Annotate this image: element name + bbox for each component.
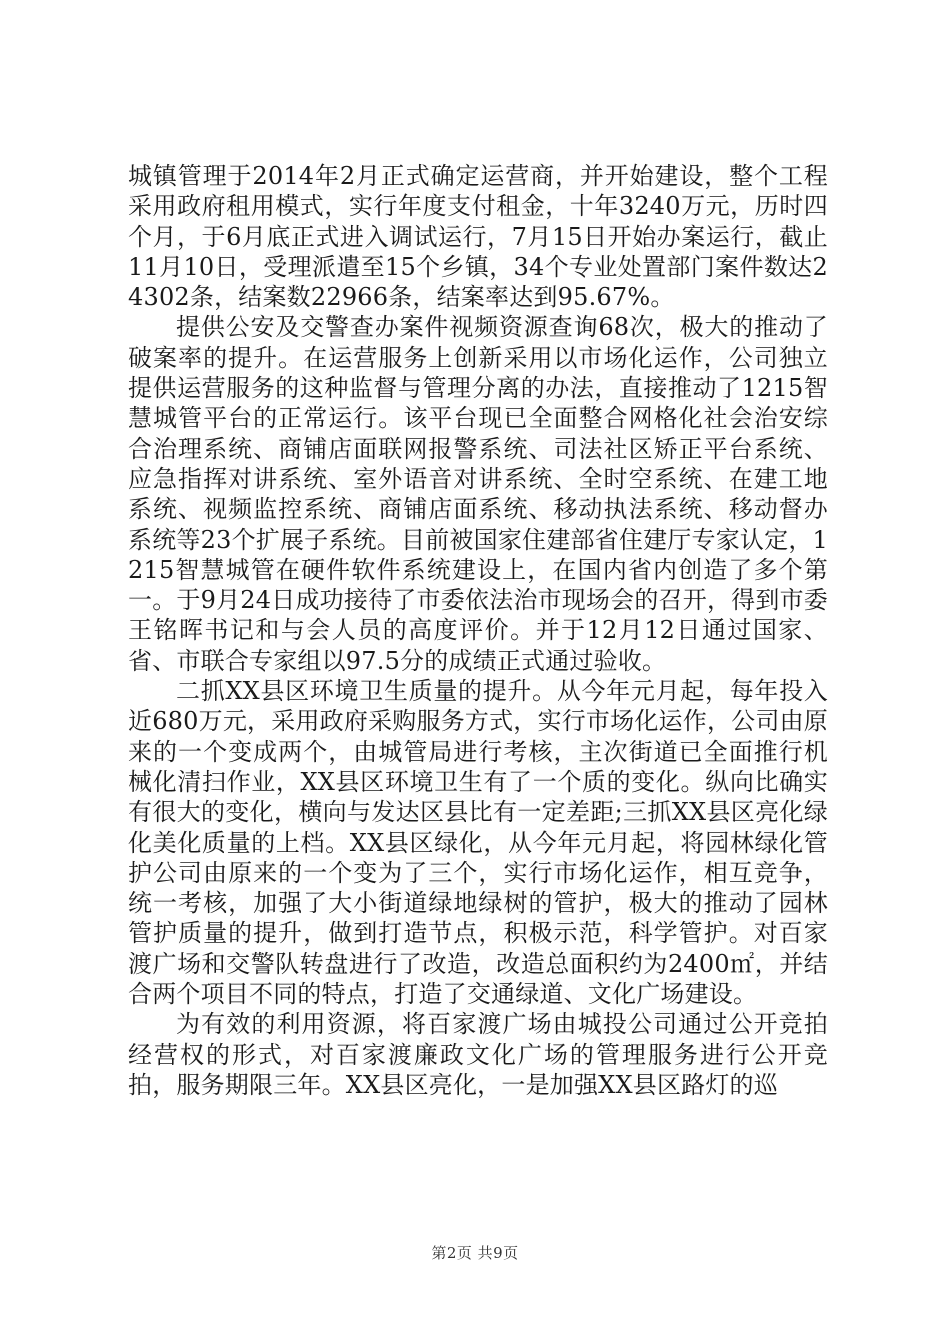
paragraph-3: 二抓XX县区环境卫生质量的提升。从今年元月起，每年投入近680万元，采用政府采购服务方式，实行市场化运作，公司由原来的一个变成两个，由城管局进行考核，主次街道已全面推行机械化清扫作业，XX县区环境卫生有了一个质的变化。纵向比确实有很大的变化，横向与发达区县比有一定差距;三抓XX县区亮化绿化美化质量的上档。XX县区绿化，从今年元月起，将园林绿化管护公司由原来的一个变为了三个，实行市场化运作，相互竞争，统一考核，加强了大小街道绿地绿树的管护，极大的推动了园林管护质量的提升，做到打造节点，积极示范，科学管护。对百家渡广场和交警队转盘进行了改造，改造总面积约为2400㎡，并结合两个项目不同的特点，打造了交通绿道、文化广场建设。 (128, 677, 828, 1009)
document-body (128, 161, 828, 1100)
paragraph-2: 提供公安及交警查办案件视频资源查询68次，极大的推动了破案率的提升。在运营服务上创新采用以市场化运作，公司独立提供运营服务的这种监督与管理分离的办法，直接推动了1215智慧城管平台的正常运行。该平台现已全面整合网格化社会治安综合治理系统、商铺店面联网报警系统、司法社区矫正平台系统、应急指挥对讲系统、室外语音对讲系统、全时空系统、在建工地系统、视频监控系统、商铺店面系统、移动执法系统、移动督办系统等23个扩展子系统。目前被国家住建部省住建厅专家认定，1215智慧城管在硬件软件系统建设上，在国内省内创造了多个第一。于9月24日成功接待了市委依法治市现场会的召开，得到市委王铭晖书记和与会人员的高度评价。并于12月12日通过国家、省、市联合专家组以97.5分的成绩正式通过验收。 (128, 313, 828, 675)
paragraph-4: 为有效的利用资源，将百家渡广场由城投公司通过公开竞拍经营权的形式，对百家渡廉政文化广场的管理服务进行公开竞拍，服务期限三年。XX县区亮化，一是加强XX县区路灯的巡 (128, 1010, 828, 1099)
paragraph-1: 城镇管理于2014年2月正式确定运营商，并开始建设，整个工程采用政府租用模式，实行年度支付租金，十年3240万元，历时四个月，于6月底正式进入调试运行，7月15日开始办案运行，截止11月10日，受理派遣至15个乡镇，34个专业处置部门案件数达24302条，结案数22966条，结案率达到95.67%。 (128, 162, 828, 312)
page-footer: 第2页 共9页 (431, 1244, 519, 1262)
